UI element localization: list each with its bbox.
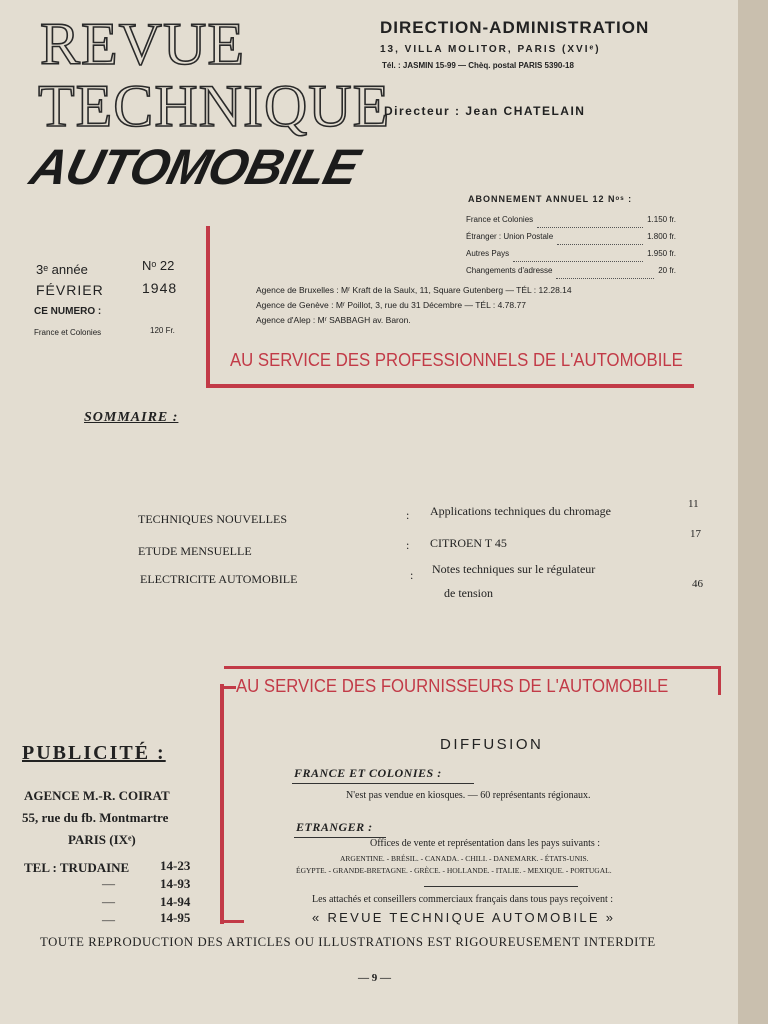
ce-numero: CE NUMERO : [34, 306, 102, 317]
issue-annee: 3ᵉ année [36, 262, 88, 277]
diffusion-etranger-text: Offices de vente et représentation dans les pays suivants : [370, 838, 601, 849]
banner-fournisseurs: AU SERVICE DES FOURNISSEURS DE L'AUTOMOBILE [236, 676, 669, 696]
diffusion-pays-line2: ÉGYPTE. - GRANDE-BRETAGNE. - GRÈCE. - HOLLANDE. - ITALIE. - MEXIQUE. - PORTUGAL. [296, 866, 612, 875]
sommaire-page: 17 [690, 528, 701, 540]
direction-tel: Tél. : JASMIN 15-99 — Chèq. postal PARIS 5390-18 [382, 61, 574, 70]
issue-year: 1948 [142, 280, 178, 296]
publicite-tel: 14-23 [160, 858, 191, 873]
abonnement-title: ABONNEMENT ANNUEL 12 Nᵒˢ : [468, 194, 633, 204]
sommaire-section: ELECTRICITE AUTOMOBILE [140, 572, 298, 586]
footer-reproduction: TOUTE REPRODUCTION DES ARTICLES OU ILLUSTRATIONS EST RIGOUREUSEMENT INTERDITE [40, 934, 656, 949]
publicite-tel: 14-93 [160, 876, 191, 891]
abonnement-row: Étranger : Union Postale 1.800 fr. [466, 228, 676, 245]
sommaire-article-title: Applications techniques du chromage [430, 504, 611, 518]
diffusion-etranger-title: ETRANGER : [296, 820, 373, 834]
publicite-ville: PARIS (IXᵉ) [68, 832, 136, 847]
diffusion-france-rule [292, 783, 474, 784]
abonnement-row: Changements d'adresse 20 fr. [466, 262, 676, 279]
ce-numero-prix: 120 Fr. [150, 326, 175, 335]
abonnement-row: Autres Pays 1.950 fr. [466, 245, 676, 262]
publicite-title: PUBLICITÉ : [22, 742, 166, 764]
publicite-tel: 14-95 [160, 910, 191, 925]
abonnement-row: France et Colonies 1.150 fr. [466, 211, 676, 228]
banner-fournisseurs-corner [220, 686, 236, 689]
diffusion-attaches: Les attachés et conseillers commerciaux français dans tous pays reçoivent : [312, 894, 613, 905]
sommaire-colon: : [406, 538, 410, 552]
publicite-tel: 14-94 [160, 894, 191, 909]
diffusion-title: DIFFUSION [440, 736, 544, 753]
sommaire-colon: : [406, 508, 410, 522]
issue-mois: FÉVRIER [36, 282, 104, 298]
sommaire-article-title-line2: de tension [444, 586, 493, 600]
diffusion-france-title: FRANCE ET COLONIES : [294, 766, 442, 780]
agence-alep: Agence d'Alep : Mʳ SABBAGH av. Baron. [256, 315, 411, 325]
issue-numero: Nᵒ 22 [142, 258, 175, 273]
sommaire-article-title: Notes techniques sur le régulateur [432, 562, 596, 576]
diffusion-pays-line1: ARGENTINE. - BRÉSIL. - CANADA. - CHILI. - DANEMARK. - ÉTATS-UNIS. [340, 854, 589, 863]
agences-list [256, 283, 572, 328]
directeur: Directeur : Jean CHATELAIN [384, 104, 586, 118]
direction-title: DIRECTION-ADMINISTRATION [380, 18, 650, 37]
publicite-rue: 55, rue du fb. Montmartre [22, 810, 169, 825]
sommaire-section: ETUDE MENSUELLE [138, 544, 252, 558]
page-edge [738, 0, 768, 1024]
sommaire-article-title: CITROEN T 45 [430, 536, 507, 550]
direction-address: 13, VILLA MOLITOR, PARIS (XVIᵉ) [380, 44, 601, 55]
publicite-tel-dash: — [102, 912, 115, 927]
publicite-agence: AGENCE M.-R. COIRAT [24, 788, 170, 803]
sommaire-colon: : [410, 568, 414, 582]
logo-revue: REVUE [40, 11, 245, 77]
banner-fournisseurs-left-bar [220, 684, 224, 924]
sommaire-page: 46 [692, 578, 703, 590]
sommaire-page: 11 [688, 498, 699, 510]
diffusion-revue: « REVUE TECHNIQUE AUTOMOBILE » [312, 910, 616, 925]
publicite-tel-label: TEL : TRUDAINE [24, 860, 130, 875]
diffusion-divider [424, 886, 578, 887]
sommaire-title: SOMMAIRE : [84, 410, 179, 425]
ce-numero-france: France et Colonies [34, 328, 102, 337]
publicite-tel-dash: — [102, 894, 115, 909]
agence-bruxelles: Agence de Bruxelles : Mʳ Kraft de la Saulx, 11, Square Gutenberg — TÉL : 12.28.14 [256, 285, 572, 295]
diffusion-france-text: N'est pas vendue en kiosques. — 60 représentants régionaux. [346, 790, 591, 801]
page-number: — 9 — [358, 972, 391, 984]
sommaire-section: TECHNIQUES NOUVELLES [138, 512, 287, 526]
banner-professionnels: AU SERVICE DES PROFESSIONNELS DE L'AUTOMOBILE [230, 350, 683, 370]
agence-geneve: Agence de Genève : Mʳ Poillot, 3, rue du 31 Décembre — TÉL : 4.78.77 [256, 300, 526, 310]
logo-automobile: AUTOMOBILE [25, 139, 365, 195]
banner-fournisseurs-foot [220, 920, 244, 923]
publicite-tel-dash: — [102, 876, 115, 891]
logo-technique: TECHNIQUE [38, 73, 391, 139]
